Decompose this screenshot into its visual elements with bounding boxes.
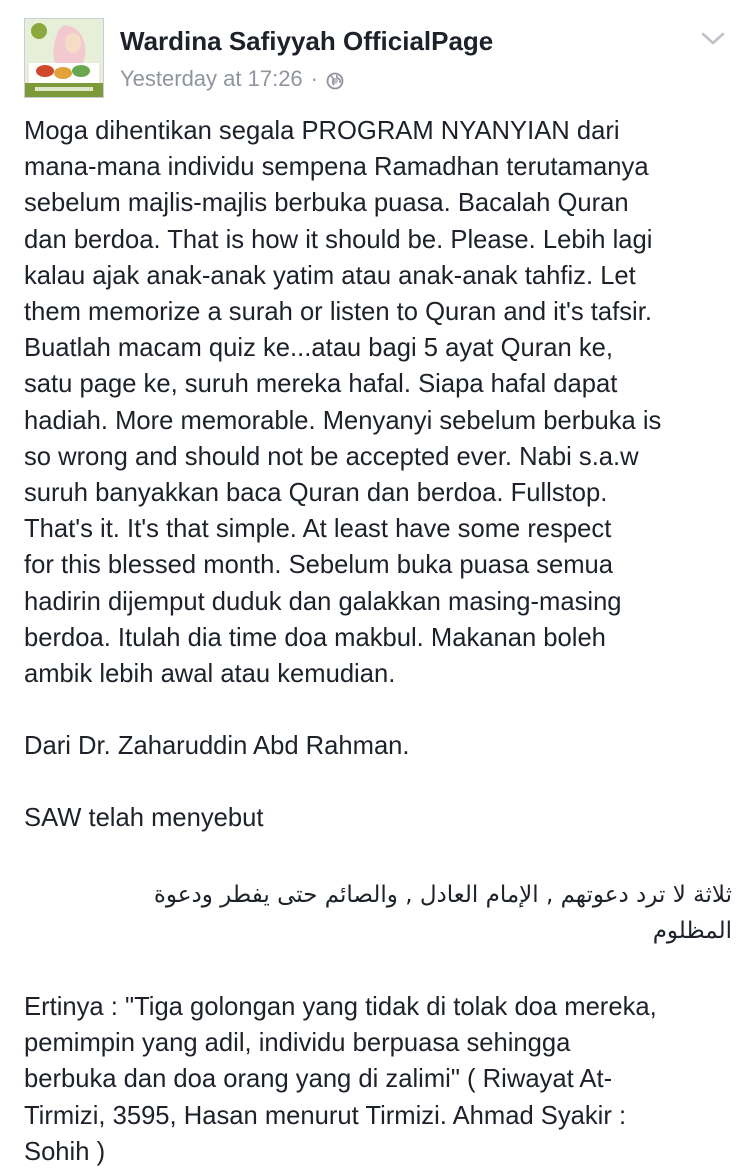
post-paragraph-main: Moga dihentikan segala PROGRAM NYANYIAN dari mana-mana individu sempena Ramadhan terutamanya sebelum majlis-majlis berbuka puasa. Bacalah Quran dan berdoa. That is how it should be. Please. Lebih lagi kalau ajak anak-anak yatim atau anak-anak tahfiz. Let them memorize a surah or listen to Quran and it's tafsir. Buatlah macam quiz ke...atau bagi 5 ayat Quran ke, satu page ke, suruh mereka hafal. Siapa hafal dapat hadiah. More memorable. Menyanyi sebelum berbuka is so wrong and should not be accepted ever. Nabi s.a.w suruh banyakkan baca Quran dan berdoa. Fullstop. That's it. It's that simple. At least have some respect for this blessed month. Sebelum buka puasa semua hadirin dijemput duduk dan galakkan masing-masing berdoa. Itulah dia time doa makbul. Makanan boleh ambik lebih awal atau kemudian. <box>24 117 662 689</box>
post-timestamp[interactable]: Yesterday at 17:26 <box>120 66 303 91</box>
chevron-down-icon[interactable] <box>700 30 726 48</box>
post-body <box>24 113 732 1170</box>
page-name[interactable]: Wardina Safiyyah OfficialPage <box>120 26 494 56</box>
post-paragraph-arabic <box>24 877 732 949</box>
post-paragraph-source: Dari Dr. Zaharuddin Abd Rahman. <box>24 732 410 761</box>
post-meta <box>120 66 344 92</box>
meta-separator: · <box>310 66 318 91</box>
page-avatar[interactable] <box>24 18 104 98</box>
post-paragraph-saw: SAW telah menyebut <box>24 804 264 833</box>
avatar-image <box>25 19 103 97</box>
post-paragraph-translation: Ertinya : "Tiga golongan yang tidak di tolak doa mereka, pemimpin yang adil, individu berpuasa sehingga berbuka dan doa orang yang di zalimi" ( Riwayat At- Tirmizi, 3595, Hasan menurut Tirmizi. Ahmad Syakir : Sohih ) <box>24 993 657 1166</box>
post-header <box>24 18 730 100</box>
arabic-text: ثلاثة لا ترد دعوتهم , الإمام العادل , والصائم حتى يفطر ودعوة المظلوم <box>153 881 732 944</box>
globe-icon <box>326 70 344 88</box>
